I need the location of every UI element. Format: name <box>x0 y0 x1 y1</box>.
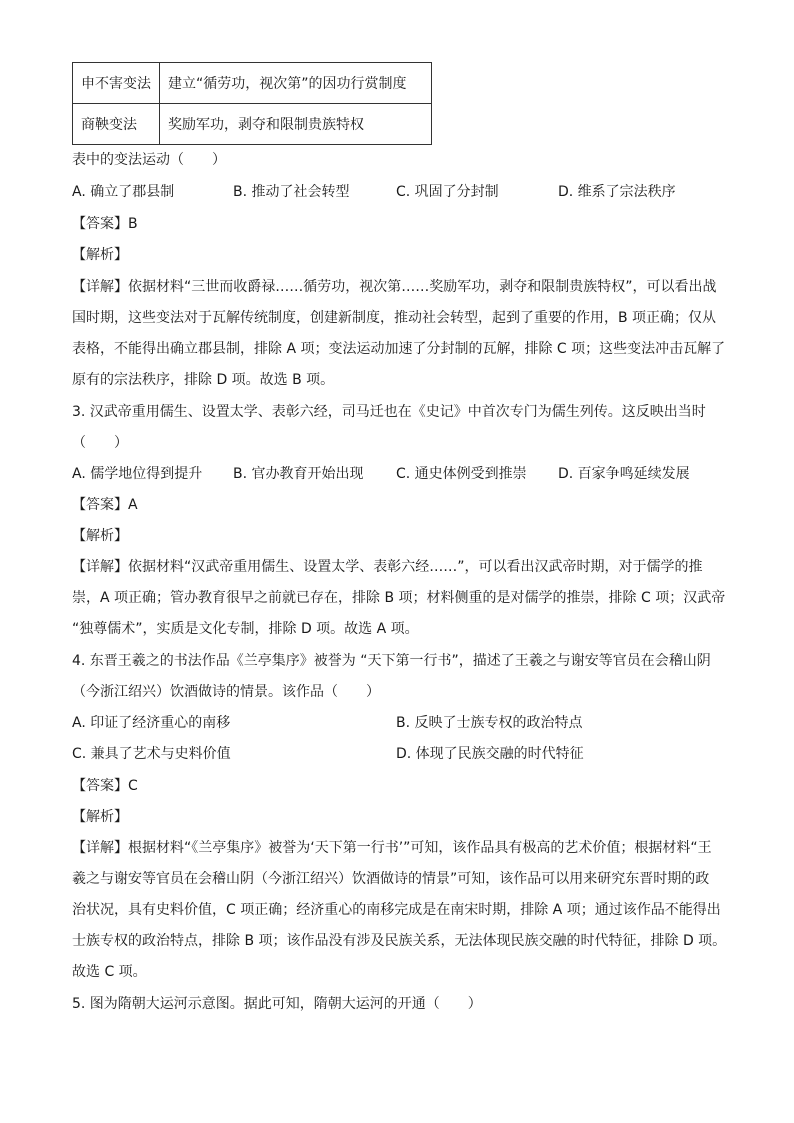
q2-option-c: C. 巩固了分封制 <box>396 184 499 200</box>
q2-stem: 表中的变法运动（ ） <box>72 152 226 168</box>
q4-option-a: A. 印证了经济重心的南移 <box>72 715 231 731</box>
q3-stem-cont: （ ） <box>72 435 128 451</box>
q2-option-a: A. 确立了郡县制 <box>72 184 175 200</box>
q4-option-c: C. 兼具了艺术与史料价值 <box>72 746 231 762</box>
table-row <box>73 104 432 145</box>
q2-detail-line: 表格，不能得出确立郡县制，排除 A 项；变法运动加速了分封制的瓦解，排除 C 项；这些变法冲击瓦解了 <box>72 341 726 357</box>
q2-detail-line: 原有的宗法秩序，排除 D 项。故选 B 项。 <box>72 372 335 388</box>
q2-option-b: B. 推动了社会转型 <box>233 184 350 200</box>
q4-stem-cont: （今浙江绍兴）饮酒做诗的情景。该作品（ ） <box>72 684 380 700</box>
q4-detail-line: 羲之与谢安等官员在会稽山阴（今浙江绍兴）饮酒做诗的情景”可知，该作品可以用来研究东晋时期的政 <box>72 871 710 887</box>
q3-detail-line: 【详解】依据材料“汉武帝重用儒生、设置太学、表彰六经……”，可以看出汉武帝时期，对于儒学的推 <box>72 559 703 575</box>
q4-detail-line: 治状况，具有史料价值，C 项正确；经济重心的南移完成是在南宋时期，排除 A 项；通过该作品不能得出 <box>72 902 721 918</box>
q4-analysis-label: 【解析】 <box>72 809 128 825</box>
q4-option-b: B. 反映了士族专权的政治特点 <box>396 715 583 731</box>
q4-answer: 【答案】C <box>72 778 138 794</box>
table-cell-content: 奖励军功，剥夺和限制贵族特权 <box>160 104 432 145</box>
reform-table <box>72 62 432 145</box>
q2-analysis-label: 【解析】 <box>72 247 128 263</box>
q3-answer: 【答案】A <box>72 497 138 513</box>
table-cell-name: 申不害变法 <box>73 63 160 104</box>
q3-analysis-label: 【解析】 <box>72 528 128 544</box>
q2-detail-line: 国时期，这些变法对于瓦解传统制度，创建新制度，推动社会转型，起到了重要的作用，B 项正确；仅从 <box>72 310 717 326</box>
q3-option-d: D. 百家争鸣延续发展 <box>558 466 690 482</box>
q4-stem: 4. 东晋王羲之的书法作品《兰亭集序》被誉为 “天下第一行书”，描述了王羲之与谢安等官员在会稽山阴 <box>72 653 711 669</box>
q2-answer: 【答案】B <box>72 216 138 232</box>
table-cell-name: 商鞅变法 <box>73 104 160 145</box>
q2-detail-line: 【详解】依据材料“三世而收爵禄……循劳功，视次第……奖励军功，剥夺和限制贵族特权”，可以看出战 <box>72 279 717 295</box>
q3-stem: 3. 汉武帝重用儒生、设置太学、表彰六经，司马迁也在《史记》中首次专门为儒生列传。这反映出当时 <box>72 404 706 420</box>
table-row <box>73 63 432 104</box>
q3-option-b: B. 官办教育开始出现 <box>233 466 364 482</box>
q3-detail-line: “独尊儒术”，实质是文化专制，排除 D 项。故选 A 项。 <box>72 621 419 637</box>
q4-detail-line: 士族专权的政治特点，排除 B 项；该作品没有涉及民族关系，无法体现民族交融的时代特征，排除 D 项。 <box>72 933 727 949</box>
q4-detail-line: 故选 C 项。 <box>72 964 147 980</box>
q5-stem: 5. 图为隋朝大运河示意图。据此可知，隋朝大运河的开通（ ） <box>72 996 482 1012</box>
q3-detail-line: 崇，A 项正确；管办教育很早之前就已存在，排除 B 项；材料侧重的是对儒学的推崇，排除 C 项；汉武帝 <box>72 590 726 606</box>
q4-detail-line: 【详解】根据材料“《兰亭集序》被誉为‘天下第一行书’”可知，该作品具有极高的艺术价值；根据材料“王 <box>72 840 712 856</box>
q3-option-a: A. 儒学地位得到提升 <box>72 466 203 482</box>
q4-option-d: D. 体现了民族交融的时代特征 <box>396 746 584 762</box>
q2-option-d: D. 维系了宗法秩序 <box>558 184 676 200</box>
q3-option-c: C. 通史体例受到推崇 <box>396 466 527 482</box>
table-cell-content: 建立“循劳功，视次第”的因功行赏制度 <box>160 63 432 104</box>
